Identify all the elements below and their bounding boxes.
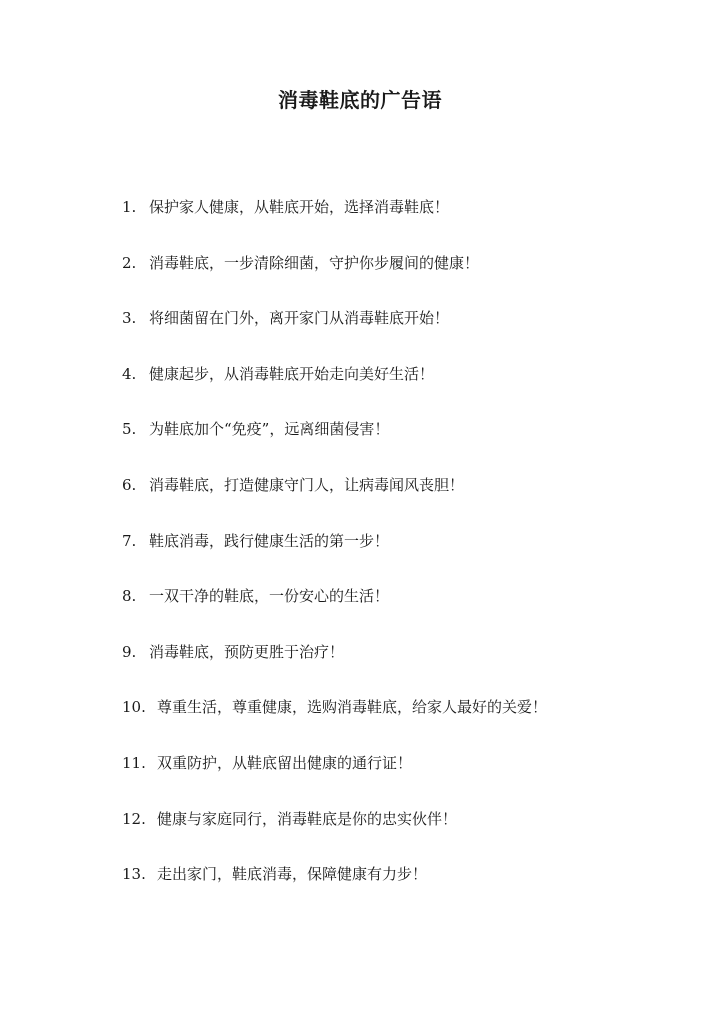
item-number: 11. bbox=[122, 753, 146, 772]
list-item bbox=[122, 807, 682, 863]
list-item bbox=[122, 251, 682, 307]
item-number: 8. bbox=[122, 587, 137, 606]
item-text: 一双干净的鞋底，一份安心的生活！ bbox=[149, 587, 390, 606]
list-item bbox=[122, 862, 682, 918]
item-number: 4. bbox=[122, 364, 137, 383]
list-item bbox=[122, 584, 682, 640]
list-item bbox=[122, 529, 682, 585]
item-text: 消毒鞋底，预防更胜于治疗！ bbox=[149, 642, 345, 661]
list-item bbox=[122, 195, 682, 251]
item-number: 3. bbox=[122, 309, 137, 328]
item-text: 为鞋底加个“免疫”，远离细菌侵害！ bbox=[149, 420, 390, 439]
item-text: 消毒鞋底，打造健康守门人，让病毒闻风丧胆！ bbox=[149, 475, 465, 494]
item-text: 走出家门，鞋底消毒，保障健康有力步！ bbox=[157, 865, 428, 884]
item-text: 双重防护，从鞋底留出健康的通行证！ bbox=[157, 753, 413, 772]
item-text: 鞋底消毒，践行健康生活的第一步！ bbox=[149, 531, 390, 550]
item-number: 13. bbox=[122, 865, 146, 884]
item-text: 消毒鞋底，一步清除细菌，守护你步履间的健康！ bbox=[149, 253, 480, 272]
document-title: 消毒鞋底的广告语 bbox=[278, 88, 442, 112]
list-item bbox=[122, 362, 682, 418]
item-text: 将细菌留在门外，离开家门从消毒鞋底开始！ bbox=[149, 309, 450, 328]
item-number: 1. bbox=[122, 198, 137, 216]
item-number: 9. bbox=[122, 642, 137, 661]
item-text: 尊重生活，尊重健康，选购消毒鞋底，给家人最好的关爱！ bbox=[157, 698, 548, 717]
item-number: 10. bbox=[122, 698, 146, 717]
item-text: 健康起步，从消毒鞋底开始走向美好生活！ bbox=[149, 364, 435, 383]
item-number: 12. bbox=[122, 809, 146, 828]
item-text: 健康与家庭同行，消毒鞋底是你的忠实伙伴！ bbox=[157, 809, 458, 828]
list-item bbox=[122, 473, 682, 529]
item-number: 2. bbox=[122, 253, 137, 272]
item-text: 保护家人健康，从鞋底开始，选择消毒鞋底！ bbox=[149, 198, 450, 216]
item-number: 7. bbox=[122, 531, 137, 550]
list-item bbox=[122, 751, 682, 807]
item-number: 5. bbox=[122, 420, 137, 439]
item-number: 6. bbox=[122, 475, 137, 494]
list-item bbox=[122, 306, 682, 362]
list-item bbox=[122, 417, 682, 473]
slogan-list bbox=[122, 195, 682, 918]
list-item bbox=[122, 640, 682, 696]
list-item bbox=[122, 695, 682, 751]
